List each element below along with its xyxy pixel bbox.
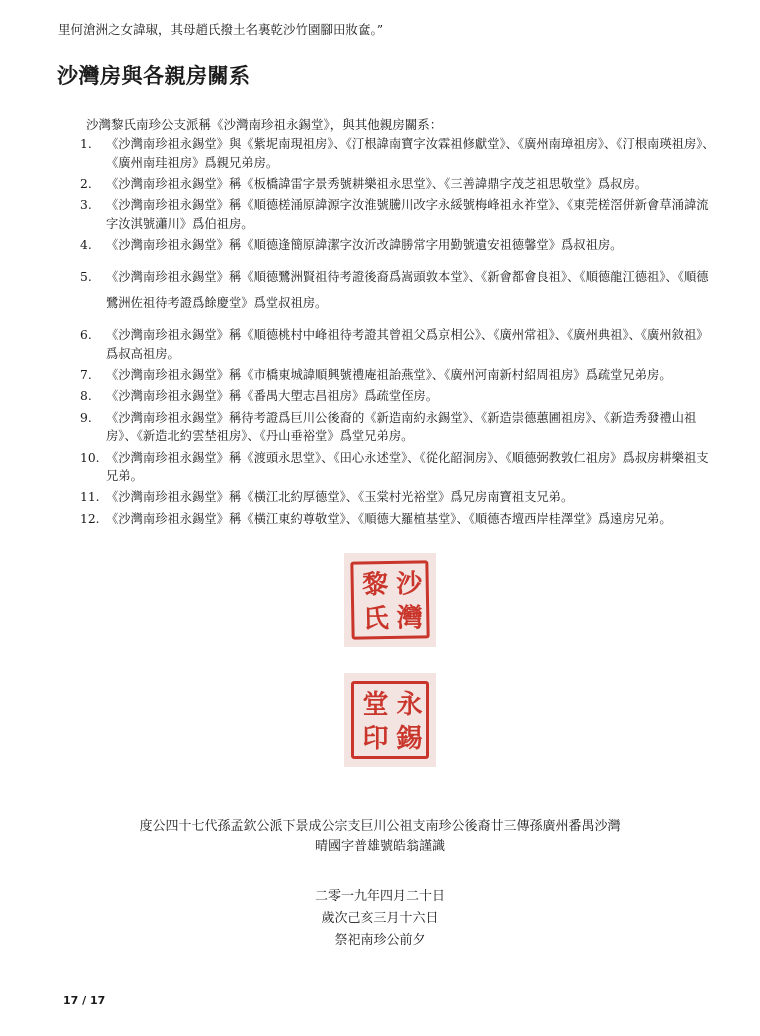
list-text: 《沙灣南珍祖永錫堂》稱《順德桃村中峰祖待考證其曾祖父爲京相公》、《廣州常祖》、《廣州典祖》、《廣州敘祖》爲叔高祖房。 [106, 328, 709, 361]
list-text: 《沙灣南珍祖永錫堂》稱《順德逢簡原諱潔字汝沂改諱勝常字用勤號遺安祖德馨堂》爲叔祖房。 [106, 237, 623, 252]
red-seal-stamp [344, 673, 436, 767]
list-number: 11. [80, 490, 100, 505]
list-text: 《沙灣南珍祖永錫堂》稱《順德鷺洲賢祖待考證後裔爲嵩頭敦本堂》、《新會都會良祖》、《順德龍江德祖》、《順德鷺洲佐祖待考證爲餘慶堂》爲堂叔祖房。 [106, 270, 709, 311]
signoff-line: 度公四十七代孫孟欽公派下景成公宗支巨川公祖支南珍公後裔廿三傳孫廣州番禺沙灣 [139, 819, 621, 834]
list-text: 《沙灣南珍祖永錫堂》稱《橫江東約尊敬堂》、《順德大羅植基堂》、《順德杏壇西岸桂澤堂》爲遠房兄弟。 [106, 511, 672, 526]
seal-character: 堂 [358, 690, 388, 716]
section-intro: 沙灣黎氏南珍公支派稱《沙灣南珍祖永錫堂》，與其他親房關系： [86, 117, 443, 132]
seal-impression [350, 560, 429, 639]
list-number: 1. [80, 137, 92, 151]
list-item [80, 196, 720, 233]
list-number: 3. [80, 198, 92, 213]
list-number: 2. [80, 176, 92, 191]
list-text: 《沙灣南珍祖永錫堂》稱《渡頭永思堂》、《田心永述堂》、《從化韶洞房》、《順德弼教敦仁祖房》爲叔房耕樂祖支兄弟。 [106, 450, 709, 484]
seal-character: 印 [358, 724, 388, 750]
seal-character: 錫 [392, 724, 422, 750]
list-item [80, 264, 720, 316]
date-line: 二零一九年四月二十日 [314, 889, 445, 904]
list-number: 12. [80, 511, 100, 526]
seal-character: 灣 [392, 603, 423, 630]
list-text: 《沙灣南珍祖永錫堂》稱待考證爲巨川公後裔的《新造南約永錫堂》、《新造崇德蕙圃祖房》、《新造秀發禮山祖房》、《新造北約雲埜祖房》、《丹山垂裕堂》爲堂兄弟房。 [106, 410, 697, 444]
list-number: 7. [80, 368, 92, 383]
carryover-line: 里何滄洲之女諱琡，其母趙氏撥土名裏乾沙竹園腳田妝奩。” [58, 22, 384, 37]
list-item [80, 510, 720, 529]
list-item [80, 236, 720, 255]
list-item [80, 409, 720, 446]
list-number: 4. [80, 237, 92, 252]
list-item [80, 488, 720, 507]
list-number: 5. [80, 270, 92, 285]
list-text: 《沙灣南珍祖永錫堂》稱《番禺大塱志昌祖房》爲疏堂侄房。 [106, 389, 439, 404]
list-text: 《沙灣南珍祖永錫堂》稱《順德槎涌原諱源字汝淮號騰川改字永綏號梅峰祖永祚堂》、《東莞槎滘併新會草涌諱流字汝淇號瀟川》爲伯祖房。 [106, 198, 709, 231]
list-number: 8. [80, 389, 92, 404]
page-number: 17 / 17 [63, 994, 106, 1007]
list-item [80, 135, 720, 172]
list-item [80, 326, 720, 363]
seal-character: 永 [392, 690, 422, 716]
list-number: 9. [80, 410, 92, 425]
seal-character: 氏 [358, 604, 389, 631]
list-number: 10. [80, 450, 100, 465]
seal-character: 黎 [357, 570, 388, 597]
signoff-line: 晴國字普雄號皓翁謹識 [314, 839, 445, 854]
relation-list [80, 135, 720, 531]
list-item [80, 366, 720, 385]
list-text: 《沙灣南珍祖永錫堂》與《紫坭南現祖房》、《汀根諱南寶字汝霖祖修獻堂》、《廣州南璋祖房》、《汀根南瑛祖房》、《廣州南珪祖房》爲親兄弟房。 [106, 137, 715, 170]
seal-impression [351, 681, 429, 759]
section-title: 沙灣房與各親房關系 [57, 64, 251, 88]
list-text: 《沙灣南珍祖永錫堂》稱《板橋諱雷字景秀號耕樂祖永思堂》、《三善諱鼎字茂芝祖思敬堂》爲叔房。 [106, 176, 648, 191]
date-line: 歲次己亥三月十六日 [321, 911, 439, 926]
list-text: 《沙灣南珍祖永錫堂》稱《橫江北約厚德堂》、《玉棠村光裕堂》爲兄房南寶祖支兄弟。 [106, 490, 574, 505]
list-text: 《沙灣南珍祖永錫堂》稱《市橋東城諱順興號禮庵祖詒燕堂》、《廣州河南新村紹周祖房》爲疏堂兄弟房。 [106, 368, 672, 383]
list-item [80, 449, 720, 486]
list-number: 6. [80, 328, 92, 343]
seal-character: 沙 [391, 569, 422, 596]
list-item [80, 175, 720, 194]
date-line: 祭祀南珍公前夕 [334, 933, 426, 948]
list-item [80, 387, 720, 406]
red-seal-stamp [344, 553, 436, 647]
